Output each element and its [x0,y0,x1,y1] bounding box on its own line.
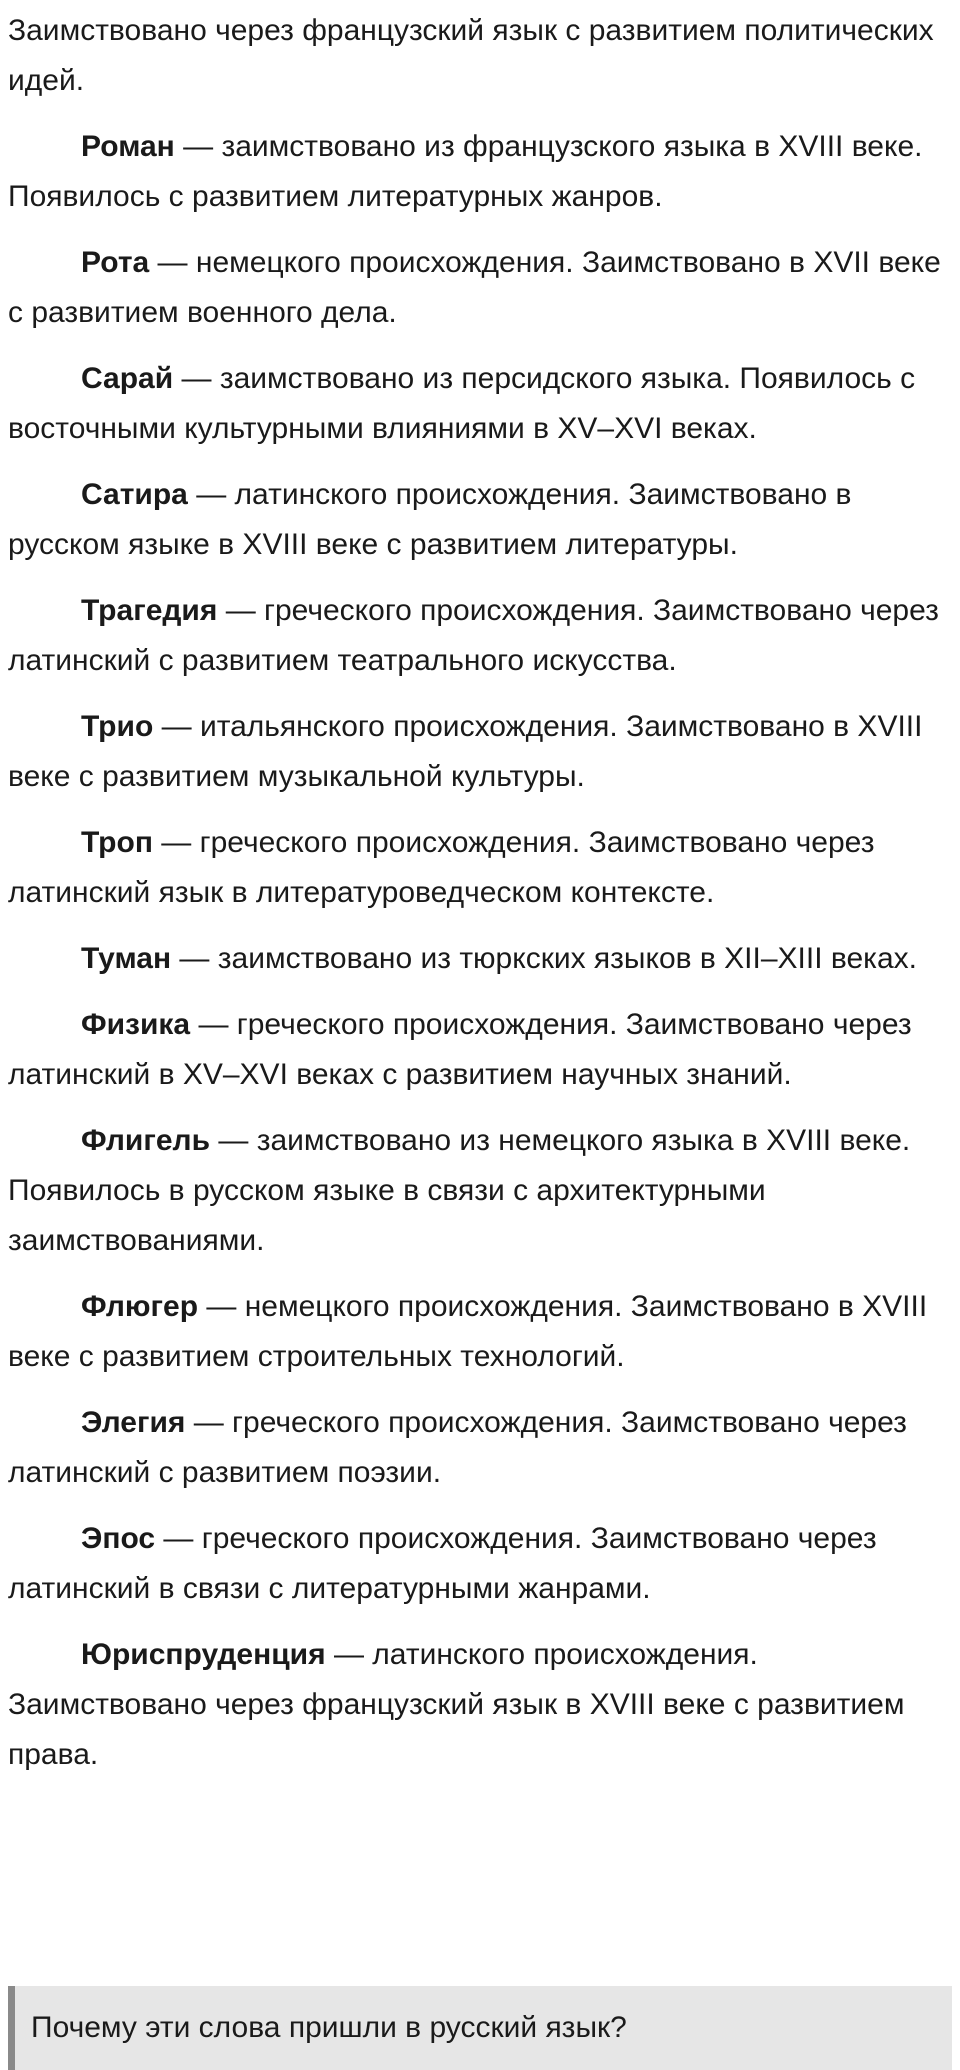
intro-paragraph: Заимствовано через французский язык с развитием политических идей. [8,14,934,97]
entry-text: — греческого происхождения. Заимствовано через латинский в XV–XVI веках с развитием научных знаний. [8,1008,912,1091]
entry-paragraph [8,122,958,222]
entry-term: Элегия [81,1406,186,1439]
entry-paragraph [8,1398,958,1498]
article-body [8,6,958,1796]
entry-text: — греческого происхождения. Заимствовано через латинский с развитием театрального искусства. [8,594,939,677]
entry-paragraph [8,1282,958,1382]
entry-paragraph [8,354,958,454]
entry-text: — заимствовано из тюркских языков в XII–XIII веках. [171,942,917,975]
entry-paragraph [8,1514,958,1614]
entry-text: — латинского происхождения. Заимствовано через французский язык в XVIII веке с развитием права. [8,1638,905,1771]
entry-term: Сарай [81,362,174,395]
entry-term: Эпос [81,1522,156,1555]
entry-paragraph [8,238,958,338]
entry-paragraph [8,470,958,570]
entry-term: Сатира [81,478,188,511]
entry-term: Троп [81,826,153,859]
question-text: Почему эти слова пришли в русский язык? [31,2011,627,2044]
entry-term: Роман [81,130,175,163]
entry-term: Юриспруденция [81,1638,326,1671]
entry-paragraph [8,818,958,918]
entry-text: — немецкого происхождения. Заимствовано в XVIII веке с развитием строительных технологий. [8,1290,928,1373]
entry-term: Физика [81,1008,191,1041]
entry-term: Рота [81,246,150,279]
question-callout [8,1986,952,2070]
entry-text: — итальянского происхождения. Заимствовано в XVIII веке с развитием музыкальной культуры. [8,710,923,793]
entry-paragraph [8,702,958,802]
entry-text: — греческого происхождения. Заимствовано через латинский с развитием поэзии. [8,1406,907,1489]
entry-text: — немецкого происхождения. Заимствовано в XVII веке с развитием военного дела. [8,246,941,329]
entry-paragraph [8,1000,958,1100]
entry-paragraph [8,586,958,686]
entry-text: — заимствовано из французского языка в XVIII веке. Появилось с развитием литературных жанров. [8,130,923,213]
entry-text: — греческого происхождения. Заимствовано через латинский язык в литературоведческом контексте. [8,826,875,909]
entry-text: — греческого происхождения. Заимствовано через латинский в связи с литературными жанрами. [8,1522,877,1605]
entry-text: — заимствовано из персидского языка. Появилось с восточными культурными влияниями в XV–XVI веках. [8,362,916,445]
entry-term: Флюгер [81,1290,199,1323]
entry-text: — латинского происхождения. Заимствовано в русском языке в XVIII веке с развитием литературы. [8,478,852,561]
entry-paragraph [8,1116,958,1266]
entry-paragraph [8,1630,958,1780]
entry-text: — заимствовано из немецкого языка в XVIII веке. Появилось в русском языке в связи с архитектурными заимствованиями. [8,1124,911,1257]
entry-paragraph [8,934,958,984]
entry-term: Флигель [81,1124,211,1157]
entry-term: Туман [81,942,172,975]
entry-term: Трио [81,710,154,743]
entry-term: Трагедия [81,594,218,627]
